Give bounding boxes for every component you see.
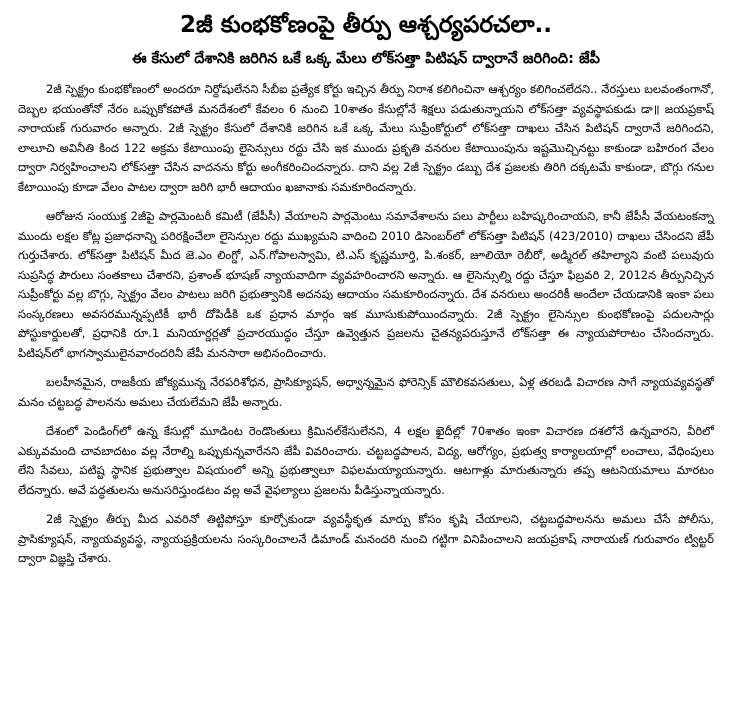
article-paragraph: దేశంలో పెండింగ్‌లో ఉన్న కేసుల్లో మూడింట రెండొంతులు క్రిమినల్‌కేసులేనని, 4 లక్షల ఖైదీల్లో 70శాతం ఇంకా విచారణ దశలోనే ఉన్నవారని, వీరిలో ఎక్కువమంది చావబాదటం వల్ల నేరాల్ని ఒప్పుకున్నవారేనని జేపీ వివరించారు. చట్టబద్ధపాలన, విద్య, ఆరోగ్యం, ప్రభుత్వ కార్యాలయాల్లో లంచాలు, వేధింపులు లేని సేవలు, పటిష్ట స్థానిక ప్రభుత్వాల విషయంలో అన్ని ప్రభుత్వాలూ విఫలమయ్యాయన్నారు. ఆటగాళ్లు మారుతున్నారు తప్ప ఆటనియమాలు మారటం లేదన్నారు. అవే పద్ధతులను అనుసరిస్తుండటం వల్ల అవే వైఫల్యాలు ప్రజలను పీడిస్తున్నాయన్నారు.: [18, 424, 714, 497]
article-subheadline: ఈ కేసులో దేశానికి జరిగిన ఒకే ఒక్క మేలు లోక్‌సత్తా పిటిషన్ ద్వారానే జరిగింది: జేపీ: [132, 51, 600, 67]
article-paragraph: 2జీ స్పెక్ట్రం తీర్పు మీద ఎవరినో తిట్టిపోస్తూ కూర్చోకుండా వ్యవస్థీకృత మార్పు కోసం కృషి చేయాలని, చట్టబద్ధపాలనను అమలు చేసే పోలీసు, ప్రాసిక్యూషన్, న్యాయవ్యవస్థ, న్యాయప్రక్రియలను సంస్కరించాలనే డిమాండ్ మనందరి నుంచి గట్టిగా వినిపించాలని జయప్రకాష్ నారాయణ్ గురువారం ట్విట్టర్ ద్వారా విజ్ఞప్తి చేశారు.: [18, 512, 714, 565]
article-paragraph: ఆరోజున సంయుక్త 2జీపై పార్లమెంటరీ కమిటీ (జేపీసీ) వేయాలని పార్లమెంటు సమావేశాలను పలు పార్టీలు బహిష్కరించాయని, కానీ జేపీసీ వేయటంకన్నా ముందు లక్షల కోట్ల ప్రజాధనాన్ని పరిరక్షించేలా లైసెన్సుల రద్దు ముఖ్యమని వాదించి 2010 డిసెంబర్‌లో లోక్‌సత్తా పిటిషన్ (423/2010) దాఖలు చేసిందని జేపీ గుర్తుచేశారు. లోక్‌సత్తా పిటిషన్ మీద జె.ఎం లింగ్డో, ఎన్.గోపాలస్వామి, టి.ఎస్ కృష్ణమూర్తి, పి.శంకర్, జూలియో రెబీరో, అడ్మిరల్ తహిల్యాని వంటి పలువురు సుప్రసిద్ధ పౌరులు సంతకాలు చేశారని, ప్రశాంత్ భూషణ్ న్యాయవాదిగా వ్యవహరించారని అన్నారు. ఆ లైసెన్సుల్ని రద్దు చేస్తూ ఫిబ్రవరి 2, 2012న తీర్పునిచ్చిన సుప్రీంకోర్టు వల్ల బొగ్గు, స్పెక్ట్రం వేలం పాటలు జరిగి ప్రభుత్వానికి అదనపు ఆదాయం సమకూరిందన్నారు. దేశ వనరులు అందరికీ అందేలా చేయడానికి ఇంకా పలు సంస్కరణలు అవసరమున్నప్పటికీ భారీ దోపిడీకి ఒక ప్రధాన మార్గం ఇక మూసుకుపోయిందన్నారు. 2జీ స్పెక్ట్రం లైసెన్సుల కుంభకోణంపై పదులసార్లు పోస్టుకార్డులతో, ప్రధానికి రూ.1 మనియార్డర్లతో ప్రచారయుద్ధం చేస్తూ ఉవ్వెత్తున ప్రజలను చైతన్యపరుస్తూనే లోక్‌సత్తా ఈ న్యాయపోరాటం చేసిందన్నారు. పిటిషన్‌లో భాగస్వాములైనవారందరినీ జేపీ మనసారా అభినందించారు.: [18, 209, 714, 360]
article-headline: 2జీ కుంభకోణంపై తీర్పు ఆశ్చర్యపరచలా..: [179, 12, 553, 38]
article-body: [18, 80, 714, 569]
article-paragraph: 2జీ స్పెక్ట్రం కుంభకోణంలో అందరూ నిర్దోషులేనని సీబీఐ ప్రత్యేక కోర్టు ఇచ్చిన తీర్పు నిరాశ కలిగించినా ఆశ్చర్యం కలిగించలేదని.. నేరస్తులు బలవంతంగానో, దెబ్బల భయంతోనో నేరం ఒప్పుకోకపోతే మనదేశంలో కేవలం 6 నుంచి 10శాతం కేసుల్లోనే శిక్షలు పడుతున్నాయని లోక్‌సత్తా వ్యవస్థాపకుడు డా॥ జయప్రకాష్ నారాయణ్ గురువారం అన్నారు. 2జీ స్పెక్ట్రం కేసులో దేశానికి జరిగిన ఒకే ఒక్క మేలు సుప్రీంకోర్టులో లోక్‌సత్తా దాఖలు చేసిన పిటిషన్ ద్వారానే జరిగిందని, లాలూచి అవినీతి కింద 122 అక్రమ కేటాయింపు లైసెన్సులు రద్దు చేసి ఇక ముందు ప్రకృతి వనరుల కేటాయింపును ఇష్టమొచ్చినట్టు కాకుండా బహిరంగ వేలం ద్వారా నిర్వహించాలని లోక్‌సత్తా చేసిన వాదనను కోర్టు అంగీకరించిందన్నారు. దాని వల్ల 2జీ స్పెక్ట్రం డబ్బు దేశ ప్రజలకు తిరిగి దక్కటమే కాకుండా, బొగ్గు గనుల కేటాయింపు కూడా వేలం పాటల ద్వారా జరిగి భారీ ఆదాయం ఖజానాకు సమకూరిందన్నారు.: [18, 82, 714, 194]
article-paragraph: బలహీనమైన, రాజకీయ జోక్యమున్న నేరపరిశోధన, ప్రాసిక్యూషన్, అధ్వాన్నమైన ఫోరెన్సిక్ మౌలికవసతులు, ఏళ్ల తరబడి విచారణ సాగే న్యాయవ్యవస్థతో మనం చట్టబద్ధ పాలనను అమలు చేయలేమని జేపీ అన్నారు.: [18, 375, 714, 409]
